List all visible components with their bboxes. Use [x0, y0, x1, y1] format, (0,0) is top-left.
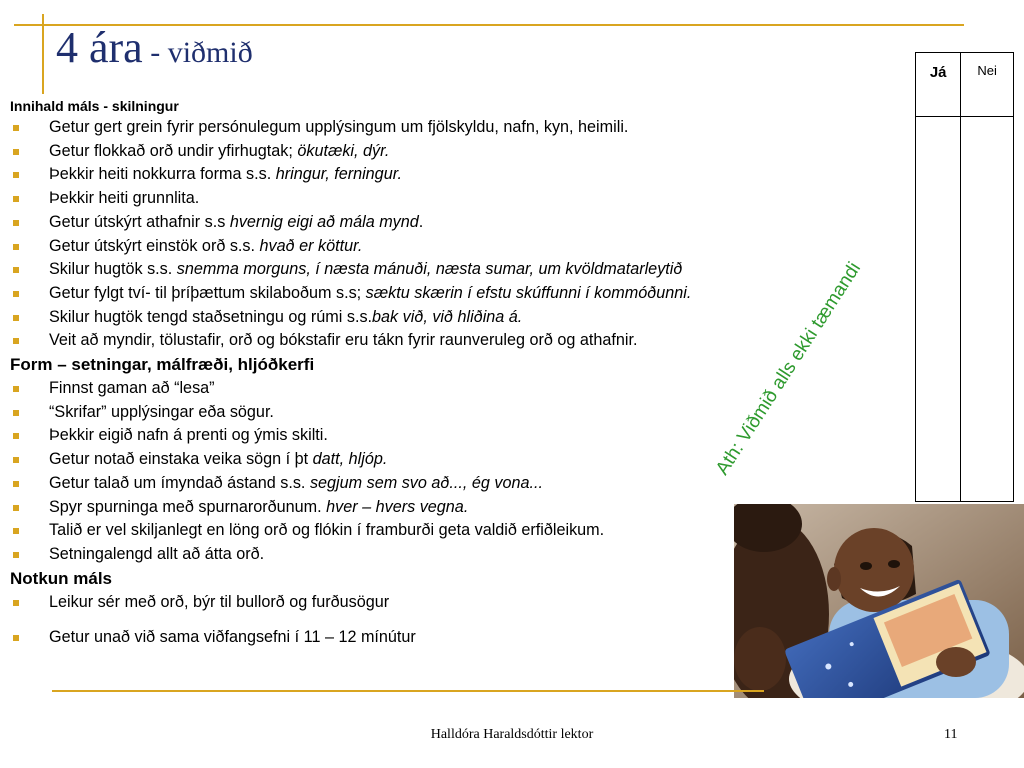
list-item: “Skrifar” upplýsingar eða sögur. — [10, 401, 910, 425]
list-item: Spyr spurninga með spurnarorðunum. hver – hvers vegna. — [10, 496, 910, 520]
list-item: Veit að myndir, tölustafir, orð og bókstafir eru tákn fyrir raunveruleg orð og athafnir. — [10, 329, 910, 353]
bullet — [13, 600, 19, 606]
bullet — [13, 291, 19, 297]
reading-child-photo — [734, 504, 1024, 698]
bullet — [13, 149, 19, 155]
footer-author: Halldóra Haraldsdóttir lektor — [430, 727, 594, 742]
list-item: Getur útskýrt athafnir s.s hvernig eigi að mála mynd. — [10, 211, 910, 235]
bullet — [13, 410, 19, 416]
list-item: Getur unað við sama viðfangsefni í 11 – 12 mínútur — [10, 626, 910, 650]
bullet — [13, 433, 19, 439]
title-sub: - viðmið — [142, 36, 253, 69]
list-item: Talið er vel skiljanlegt en löng orð og flókin í framburði geta valdið erfiðleikum. — [10, 519, 910, 543]
title-main: 4 ára — [56, 23, 143, 72]
bullet — [13, 315, 19, 321]
section-heading: Notkun máls — [10, 568, 113, 588]
list-item: Getur flokkað orð undir yfirhugtak; ökutæki, dýr. — [10, 140, 910, 164]
bullet — [13, 528, 19, 534]
list-item: Getur fylgt tví- til þríþættum skilaboðum s.s; sæktu skærin í efstu skúffunni í kommóðunni. — [10, 282, 910, 306]
ja-cell — [916, 117, 961, 502]
column-header-ja — [916, 53, 961, 117]
checklist-table — [915, 52, 1014, 502]
section-heading: Form – setningar, málfræði, hljóðkerfi — [10, 355, 315, 375]
bullet — [13, 386, 19, 392]
list-item: Þekkir heiti nokkurra forma s.s. hringur, ferningur. — [10, 163, 910, 187]
photo-illustration — [734, 504, 1024, 698]
list-item: Getur talað um ímyndað ástand s.s. segjum sem svo að..., ég vona... — [10, 472, 910, 496]
bullet — [13, 172, 19, 178]
bullet — [13, 481, 19, 487]
list-item: Skilur hugtök s.s. snemma morguns, í næsta mánuði, næsta sumar, um kvöldmatarleytið — [10, 258, 910, 282]
bottom-rule — [52, 690, 764, 692]
bullet — [13, 635, 19, 641]
list-item: Finnst gaman að “lesa” — [10, 377, 910, 401]
bullet — [13, 196, 19, 202]
list-item: Getur útskýrt einstök orð s.s. hvað er köttur. — [10, 235, 910, 259]
bullet — [13, 338, 19, 344]
nei-cell — [961, 117, 1014, 502]
bullet — [13, 505, 19, 511]
ja-label: Já — [929, 64, 947, 81]
bullet — [13, 220, 19, 226]
bullet — [13, 552, 19, 558]
list-item: Getur notað einstaka veika sögn í þt datt, hljóp. — [10, 448, 910, 472]
list-item: Þekkir heiti grunnlita. — [10, 187, 910, 211]
bullet — [13, 244, 19, 250]
column-header-nei — [961, 53, 1014, 117]
list-item: Getur gert grein fyrir persónulegum upplýsingum um fjölskyldu, nafn, kyn, heimili. — [10, 116, 910, 140]
slide-title — [56, 22, 253, 73]
title-vertical-rule — [42, 14, 44, 94]
section-heading: Innihald máls - skilningur — [10, 98, 179, 114]
note-text: Ath: Viðmið alls ekki tæmandi — [712, 258, 866, 479]
bullet — [13, 267, 19, 273]
list-item: Þekkir eigið nafn á prenti og ýmis skilti. — [10, 424, 910, 448]
bullet — [13, 125, 19, 131]
list-item: Leikur sér með orð, býr til bullorð og furðusögur — [10, 591, 910, 615]
list-item: Setningalengd allt að átta orð. — [10, 543, 910, 567]
nei-label: Nei — [977, 63, 997, 78]
list-item: Skilur hugtök tengd staðsetningu og rúmi s.s.bak við, við hliðina á. — [10, 306, 910, 330]
bullet — [13, 457, 19, 463]
page-number: 11 — [944, 727, 958, 742]
